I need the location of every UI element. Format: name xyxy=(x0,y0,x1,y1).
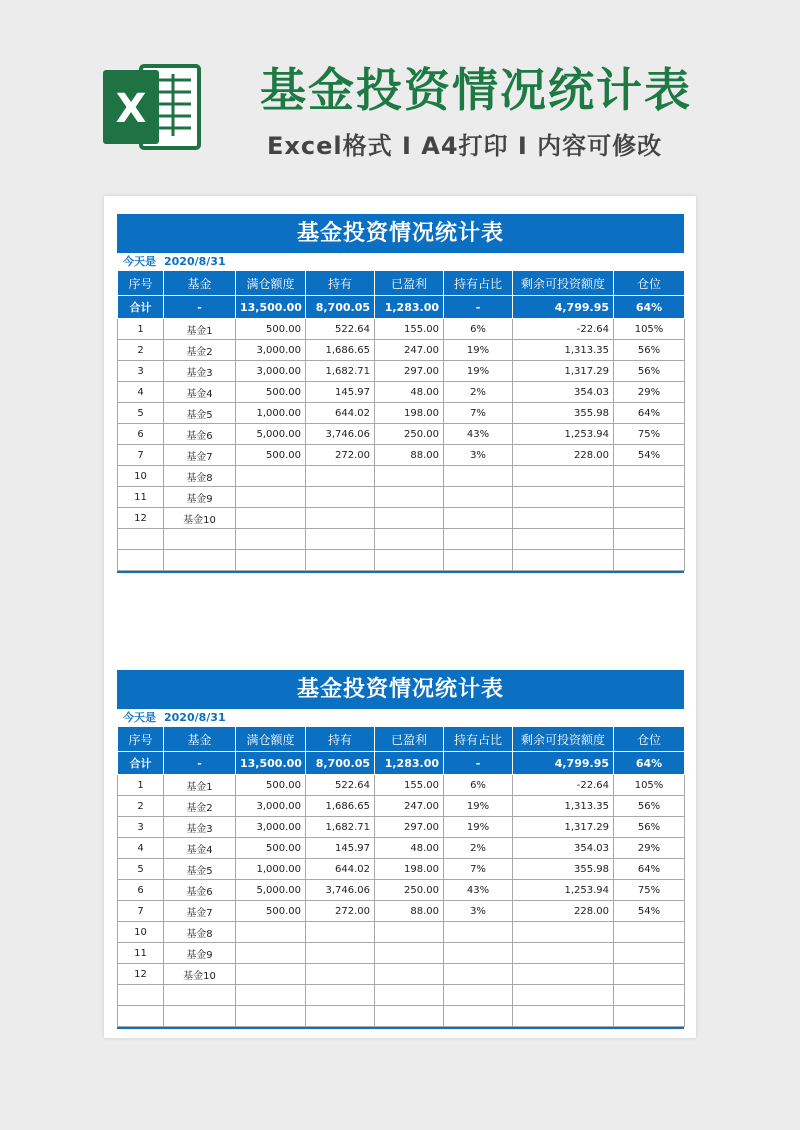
cell-fund[interactable]: 基金8 xyxy=(164,922,236,943)
cell-holding[interactable]: 145.97 xyxy=(306,382,375,403)
cell-holding[interactable]: 1,682.71 xyxy=(306,817,375,838)
table-row xyxy=(118,340,685,361)
cell-full-quota[interactable]: 3,000.00 xyxy=(236,817,306,838)
cell-remaining-quota[interactable] xyxy=(513,508,614,529)
cell-position[interactable] xyxy=(614,508,685,529)
cell-position[interactable] xyxy=(614,487,685,508)
cell-index[interactable]: 11 xyxy=(118,943,164,964)
cell-holding[interactable] xyxy=(306,985,375,1006)
cell-index[interactable]: 5 xyxy=(118,403,164,424)
cell-remaining-quota[interactable]: 354.03 xyxy=(513,382,614,403)
cell-fund[interactable]: 基金9 xyxy=(164,487,236,508)
cell-index[interactable]: 10 xyxy=(118,466,164,487)
cell-position[interactable] xyxy=(614,964,685,985)
today-value: 2020/8/31 xyxy=(164,711,226,724)
cell-profit[interactable]: 88.00 xyxy=(375,901,444,922)
cell-fund[interactable]: 基金6 xyxy=(164,424,236,445)
column-header-full-quota: 满仓额度 xyxy=(236,727,306,752)
cell-profit[interactable]: 48.00 xyxy=(375,838,444,859)
cell-position[interactable] xyxy=(614,922,685,943)
cell-profit[interactable]: 250.00 xyxy=(375,424,444,445)
cell-holding-ratio[interactable] xyxy=(444,922,513,943)
cell-holding-ratio[interactable]: 6% xyxy=(444,775,513,796)
cell-profit[interactable]: 247.00 xyxy=(375,340,444,361)
column-header-holding: 持有 xyxy=(306,271,375,296)
cell-index[interactable]: 5 xyxy=(118,859,164,880)
cell-holding[interactable]: 644.02 xyxy=(306,859,375,880)
column-header-index: 序号 xyxy=(118,727,164,752)
today-label: 今天是 xyxy=(123,255,156,268)
cell-full-quota[interactable] xyxy=(236,943,306,964)
today-line xyxy=(117,253,684,270)
cell-profit[interactable] xyxy=(375,550,444,571)
cell-fund[interactable]: 基金4 xyxy=(164,838,236,859)
cell-holding-ratio[interactable]: 7% xyxy=(444,403,513,424)
total-cell-holding[interactable]: 8,700.05 xyxy=(306,752,375,775)
cell-position[interactable]: 56% xyxy=(614,340,685,361)
cell-fund[interactable]: 基金5 xyxy=(164,403,236,424)
cell-holding-ratio[interactable] xyxy=(444,550,513,571)
cell-index[interactable]: 4 xyxy=(118,838,164,859)
cell-remaining-quota[interactable]: 1,253.94 xyxy=(513,424,614,445)
table-row xyxy=(118,943,685,964)
cell-full-quota[interactable] xyxy=(236,1006,306,1027)
today-label: 今天是 xyxy=(123,711,156,724)
cell-full-quota[interactable] xyxy=(236,529,306,550)
cell-holding-ratio[interactable]: 43% xyxy=(444,880,513,901)
cell-full-quota[interactable]: 500.00 xyxy=(236,838,306,859)
cell-full-quota[interactable]: 500.00 xyxy=(236,775,306,796)
cell-full-quota[interactable] xyxy=(236,466,306,487)
cell-index[interactable]: 12 xyxy=(118,964,164,985)
cell-index[interactable] xyxy=(118,1006,164,1027)
cell-profit[interactable]: 48.00 xyxy=(375,382,444,403)
cell-holding[interactable] xyxy=(306,487,375,508)
cell-holding[interactable] xyxy=(306,529,375,550)
total-cell-holding-ratio[interactable]: - xyxy=(444,752,513,775)
cell-full-quota[interactable]: 500.00 xyxy=(236,382,306,403)
fund-table xyxy=(117,726,685,1027)
table-row xyxy=(118,382,685,403)
cell-position[interactable] xyxy=(614,985,685,1006)
cell-index[interactable]: 2 xyxy=(118,796,164,817)
cell-index[interactable]: 3 xyxy=(118,817,164,838)
cell-position[interactable]: 75% xyxy=(614,880,685,901)
column-header-remaining-quota: 剩余可投资额度 xyxy=(513,271,614,296)
cell-holding-ratio[interactable]: 2% xyxy=(444,838,513,859)
column-header-full-quota: 满仓额度 xyxy=(236,271,306,296)
total-cell-fund[interactable]: - xyxy=(164,296,236,319)
table-row xyxy=(118,922,685,943)
cell-fund[interactable]: 基金3 xyxy=(164,361,236,382)
total-cell-holding-ratio[interactable]: - xyxy=(444,296,513,319)
cell-full-quota[interactable] xyxy=(236,964,306,985)
total-cell-position[interactable]: 64% xyxy=(614,296,685,319)
cell-holding[interactable] xyxy=(306,943,375,964)
total-cell-profit[interactable]: 1,283.00 xyxy=(375,296,444,319)
sheet-bottom-copy xyxy=(117,670,684,1029)
cell-profit[interactable] xyxy=(375,1006,444,1027)
total-row xyxy=(118,752,685,775)
cell-index[interactable]: 4 xyxy=(118,382,164,403)
cell-full-quota[interactable] xyxy=(236,985,306,1006)
page-header xyxy=(0,0,800,190)
cell-full-quota[interactable]: 500.00 xyxy=(236,445,306,466)
cell-fund[interactable]: 基金3 xyxy=(164,817,236,838)
cell-index[interactable]: 7 xyxy=(118,901,164,922)
column-header-profit: 已盈利 xyxy=(375,271,444,296)
cell-holding-ratio[interactable]: 6% xyxy=(444,319,513,340)
table-bottom-border xyxy=(117,1027,684,1029)
table-row xyxy=(118,487,685,508)
cell-profit[interactable]: 297.00 xyxy=(375,361,444,382)
total-cell-full-quota[interactable]: 13,500.00 xyxy=(236,296,306,319)
fund-table xyxy=(117,270,685,571)
sheet-title: 基金投资情况统计表 xyxy=(117,214,684,253)
table-row xyxy=(118,529,685,550)
cell-full-quota[interactable]: 500.00 xyxy=(236,901,306,922)
cell-holding[interactable]: 522.64 xyxy=(306,775,375,796)
cell-remaining-quota[interactable] xyxy=(513,964,614,985)
total-cell-holding[interactable]: 8,700.05 xyxy=(306,296,375,319)
cell-fund[interactable]: 基金1 xyxy=(164,775,236,796)
cell-position[interactable]: 54% xyxy=(614,445,685,466)
total-row xyxy=(118,296,685,319)
cell-full-quota[interactable] xyxy=(236,508,306,529)
cell-remaining-quota[interactable]: 1,313.35 xyxy=(513,796,614,817)
cell-full-quota[interactable]: 5,000.00 xyxy=(236,880,306,901)
cell-index[interactable]: 6 xyxy=(118,424,164,445)
total-cell-index[interactable]: 合计 xyxy=(118,752,164,775)
total-cell-remaining-quota[interactable]: 4,799.95 xyxy=(513,752,614,775)
table-row xyxy=(118,859,685,880)
cell-profit[interactable] xyxy=(375,508,444,529)
cell-fund[interactable]: 基金1 xyxy=(164,319,236,340)
cell-position[interactable]: 64% xyxy=(614,403,685,424)
cell-fund[interactable]: 基金7 xyxy=(164,445,236,466)
cell-fund[interactable]: 基金5 xyxy=(164,859,236,880)
cell-holding[interactable] xyxy=(306,550,375,571)
cell-remaining-quota[interactable]: 1,313.35 xyxy=(513,340,614,361)
cell-remaining-quota[interactable]: 355.98 xyxy=(513,403,614,424)
cell-remaining-quota[interactable] xyxy=(513,487,614,508)
cell-remaining-quota[interactable]: 1,317.29 xyxy=(513,817,614,838)
column-header-fund: 基金 xyxy=(164,271,236,296)
total-cell-fund[interactable]: - xyxy=(164,752,236,775)
cell-holding-ratio[interactable] xyxy=(444,943,513,964)
cell-holding-ratio[interactable]: 2% xyxy=(444,382,513,403)
column-header-profit: 已盈利 xyxy=(375,727,444,752)
sub-title: Excel格式 Ⅰ A4打印 Ⅰ 内容可修改 xyxy=(267,132,663,160)
cell-holding[interactable]: 522.64 xyxy=(306,319,375,340)
cell-index[interactable]: 10 xyxy=(118,922,164,943)
cell-profit[interactable]: 250.00 xyxy=(375,880,444,901)
table-row xyxy=(118,985,685,1006)
cell-index[interactable]: 7 xyxy=(118,445,164,466)
cell-holding[interactable]: 1,686.65 xyxy=(306,796,375,817)
column-header-position: 仓位 xyxy=(614,271,685,296)
logo-letter: X xyxy=(115,86,147,132)
cell-profit[interactable] xyxy=(375,922,444,943)
excel-logo-icon xyxy=(103,62,203,152)
cell-remaining-quota[interactable]: 355.98 xyxy=(513,859,614,880)
column-header-holding-ratio: 持有占比 xyxy=(444,727,513,752)
cell-position[interactable]: 54% xyxy=(614,901,685,922)
cell-remaining-quota[interactable]: 1,253.94 xyxy=(513,880,614,901)
cell-fund[interactable] xyxy=(164,550,236,571)
cell-profit[interactable] xyxy=(375,985,444,1006)
cell-holding[interactable]: 145.97 xyxy=(306,838,375,859)
cell-holding[interactable] xyxy=(306,508,375,529)
cell-profit[interactable] xyxy=(375,487,444,508)
cell-holding-ratio[interactable]: 3% xyxy=(444,445,513,466)
table-row xyxy=(118,319,685,340)
total-cell-full-quota[interactable]: 13,500.00 xyxy=(236,752,306,775)
cell-full-quota[interactable] xyxy=(236,922,306,943)
cell-index[interactable]: 2 xyxy=(118,340,164,361)
cell-profit[interactable]: 198.00 xyxy=(375,859,444,880)
cell-position[interactable]: 56% xyxy=(614,796,685,817)
cell-position[interactable] xyxy=(614,529,685,550)
cell-profit[interactable]: 155.00 xyxy=(375,319,444,340)
cell-fund[interactable]: 基金2 xyxy=(164,340,236,361)
column-header-holding-ratio: 持有占比 xyxy=(444,271,513,296)
column-header-remaining-quota: 剩余可投资额度 xyxy=(513,727,614,752)
cell-holding[interactable]: 272.00 xyxy=(306,445,375,466)
cell-position[interactable]: 75% xyxy=(614,424,685,445)
total-cell-index[interactable]: 合计 xyxy=(118,296,164,319)
cell-profit[interactable] xyxy=(375,943,444,964)
cell-position[interactable]: 29% xyxy=(614,382,685,403)
cell-remaining-quota[interactable]: 228.00 xyxy=(513,445,614,466)
cell-remaining-quota[interactable]: 354.03 xyxy=(513,838,614,859)
cell-full-quota[interactable] xyxy=(236,550,306,571)
cell-holding-ratio[interactable]: 7% xyxy=(444,859,513,880)
table-row xyxy=(118,403,685,424)
cell-fund[interactable]: 基金2 xyxy=(164,796,236,817)
table-row xyxy=(118,550,685,571)
cell-full-quota[interactable] xyxy=(236,487,306,508)
table-header-row xyxy=(118,727,685,752)
cell-fund[interactable]: 基金10 xyxy=(164,964,236,985)
cell-holding[interactable]: 644.02 xyxy=(306,403,375,424)
total-cell-remaining-quota[interactable]: 4,799.95 xyxy=(513,296,614,319)
cell-holding-ratio[interactable] xyxy=(444,466,513,487)
cell-position[interactable]: 64% xyxy=(614,859,685,880)
cell-profit[interactable]: 297.00 xyxy=(375,817,444,838)
cell-holding-ratio[interactable] xyxy=(444,1006,513,1027)
cell-position[interactable]: 29% xyxy=(614,838,685,859)
cell-profit[interactable] xyxy=(375,964,444,985)
cell-position[interactable] xyxy=(614,466,685,487)
total-cell-position[interactable]: 64% xyxy=(614,752,685,775)
cell-remaining-quota[interactable]: 228.00 xyxy=(513,901,614,922)
cell-remaining-quota[interactable] xyxy=(513,466,614,487)
cell-full-quota[interactable]: 1,000.00 xyxy=(236,403,306,424)
column-header-index: 序号 xyxy=(118,271,164,296)
cell-profit[interactable] xyxy=(375,529,444,550)
cell-full-quota[interactable]: 3,000.00 xyxy=(236,796,306,817)
cell-full-quota[interactable]: 1,000.00 xyxy=(236,859,306,880)
table-header-row xyxy=(118,271,685,296)
cell-remaining-quota[interactable]: 1,317.29 xyxy=(513,361,614,382)
cell-fund[interactable]: 基金9 xyxy=(164,943,236,964)
cell-full-quota[interactable]: 3,000.00 xyxy=(236,361,306,382)
cell-fund[interactable] xyxy=(164,529,236,550)
cell-index[interactable] xyxy=(118,985,164,1006)
column-header-holding: 持有 xyxy=(306,727,375,752)
cell-remaining-quota[interactable] xyxy=(513,922,614,943)
table-row xyxy=(118,361,685,382)
cell-index[interactable]: 12 xyxy=(118,508,164,529)
cell-position[interactable] xyxy=(614,943,685,964)
cell-fund[interactable]: 基金7 xyxy=(164,901,236,922)
table-row xyxy=(118,880,685,901)
table-row xyxy=(118,424,685,445)
cell-index[interactable]: 3 xyxy=(118,361,164,382)
cell-fund[interactable]: 基金6 xyxy=(164,880,236,901)
cell-profit[interactable] xyxy=(375,466,444,487)
table-row xyxy=(118,508,685,529)
cell-holding-ratio[interactable] xyxy=(444,985,513,1006)
cell-holding-ratio[interactable] xyxy=(444,508,513,529)
cell-fund[interactable]: 基金4 xyxy=(164,382,236,403)
today-line xyxy=(117,709,684,726)
cell-index[interactable]: 1 xyxy=(118,319,164,340)
cell-remaining-quota[interactable] xyxy=(513,1006,614,1027)
cell-holding[interactable]: 3,746.06 xyxy=(306,880,375,901)
cell-full-quota[interactable]: 500.00 xyxy=(236,319,306,340)
cell-remaining-quota[interactable] xyxy=(513,550,614,571)
cell-holding-ratio[interactable]: 43% xyxy=(444,424,513,445)
cell-index[interactable] xyxy=(118,550,164,571)
sheet-top xyxy=(117,214,684,573)
cell-remaining-quota[interactable]: -22.64 xyxy=(513,775,614,796)
cell-position[interactable]: 105% xyxy=(614,319,685,340)
sheet-title: 基金投资情况统计表 xyxy=(117,670,684,709)
today-value: 2020/8/31 xyxy=(164,255,226,268)
cell-remaining-quota[interactable] xyxy=(513,985,614,1006)
cell-profit[interactable]: 247.00 xyxy=(375,796,444,817)
table-row xyxy=(118,445,685,466)
cell-position[interactable]: 56% xyxy=(614,817,685,838)
table-row xyxy=(118,838,685,859)
cell-index[interactable]: 11 xyxy=(118,487,164,508)
cell-holding[interactable]: 1,686.65 xyxy=(306,340,375,361)
cell-holding[interactable] xyxy=(306,964,375,985)
cell-holding-ratio[interactable] xyxy=(444,529,513,550)
cell-full-quota[interactable]: 3,000.00 xyxy=(236,340,306,361)
cell-holding[interactable]: 3,746.06 xyxy=(306,424,375,445)
table-row xyxy=(118,466,685,487)
cell-index[interactable]: 6 xyxy=(118,880,164,901)
cell-holding[interactable] xyxy=(306,1006,375,1027)
cell-holding-ratio[interactable]: 3% xyxy=(444,901,513,922)
column-header-position: 仓位 xyxy=(614,727,685,752)
table-bottom-border xyxy=(117,571,684,573)
cell-profit[interactable]: 198.00 xyxy=(375,403,444,424)
total-cell-profit[interactable]: 1,283.00 xyxy=(375,752,444,775)
cell-fund[interactable] xyxy=(164,1006,236,1027)
cell-fund[interactable] xyxy=(164,985,236,1006)
cell-remaining-quota[interactable] xyxy=(513,943,614,964)
cell-holding-ratio[interactable]: 19% xyxy=(444,796,513,817)
cell-holding-ratio[interactable]: 19% xyxy=(444,340,513,361)
column-header-fund: 基金 xyxy=(164,727,236,752)
cell-position[interactable]: 56% xyxy=(614,361,685,382)
cell-remaining-quota[interactable]: -22.64 xyxy=(513,319,614,340)
table-row xyxy=(118,1006,685,1027)
cell-holding-ratio[interactable]: 19% xyxy=(444,817,513,838)
table-row xyxy=(118,796,685,817)
cell-fund[interactable]: 基金8 xyxy=(164,466,236,487)
cell-remaining-quota[interactable] xyxy=(513,529,614,550)
cell-holding[interactable]: 272.00 xyxy=(306,901,375,922)
cell-holding[interactable] xyxy=(306,466,375,487)
table-row xyxy=(118,901,685,922)
cell-position[interactable] xyxy=(614,550,685,571)
table-row xyxy=(118,817,685,838)
table-row xyxy=(118,964,685,985)
table-row xyxy=(118,775,685,796)
cell-holding-ratio[interactable] xyxy=(444,964,513,985)
main-title: 基金投资情况统计表 xyxy=(260,63,692,117)
cell-holding-ratio[interactable]: 19% xyxy=(444,361,513,382)
cell-index[interactable] xyxy=(118,529,164,550)
cell-position[interactable] xyxy=(614,1006,685,1027)
cell-position[interactable]: 105% xyxy=(614,775,685,796)
cell-profit[interactable]: 88.00 xyxy=(375,445,444,466)
cell-holding[interactable]: 1,682.71 xyxy=(306,361,375,382)
cell-holding[interactable] xyxy=(306,922,375,943)
cell-full-quota[interactable]: 5,000.00 xyxy=(236,424,306,445)
cell-fund[interactable]: 基金10 xyxy=(164,508,236,529)
cell-index[interactable]: 1 xyxy=(118,775,164,796)
cell-profit[interactable]: 155.00 xyxy=(375,775,444,796)
cell-holding-ratio[interactable] xyxy=(444,487,513,508)
